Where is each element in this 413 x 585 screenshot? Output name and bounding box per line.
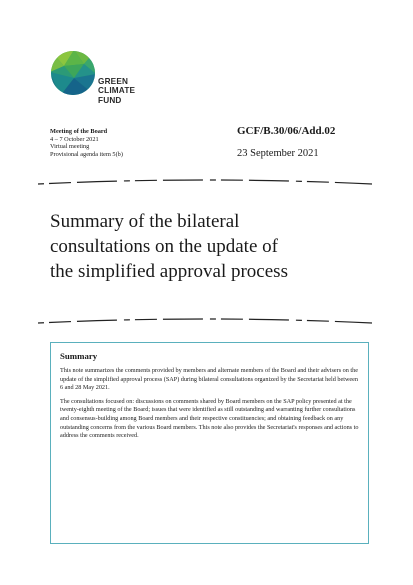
logo-line-climate: CLIMATE — [98, 86, 136, 96]
logo-wordmark — [98, 77, 135, 105]
title-line-2: consultations on the update of — [50, 236, 278, 257]
decorative-rule-top — [38, 178, 372, 186]
page-title — [50, 209, 370, 284]
logo-line-fund: FUND — [98, 95, 122, 105]
globe-icon — [50, 50, 96, 96]
meeting-info — [50, 128, 123, 158]
summary-box — [50, 342, 369, 544]
summary-paragraph-2: The consultations focused on: discussions on comments shared by Board members on the SAP policy presented at the twenty-eighth meeting of the Board; issues that were identified as still outstanding and warranting further consultations and consensus-building among Board members and their respective constituencies; and obtaining feedback on any outstanding concerns from the various Board members. This note also provides the Secretariat's responses and actions to address the comments received. — [60, 397, 359, 440]
meeting-mode: Virtual meeting — [50, 143, 90, 151]
meeting-agenda: Provisional agenda item 5(b) — [50, 150, 123, 158]
summary-paragraph-1: This note summarizes the comments provided by members and alternate members of the Board and their advisers on the update of the simplified approval process (SAP) during bilateral consultations organized by the Secretariat held between 6 and 28 May 2021. — [60, 367, 358, 392]
meeting-dates: 4 – 7 October 2021 — [50, 135, 99, 143]
gcf-logo — [50, 50, 150, 110]
decorative-rule-bottom — [38, 317, 372, 325]
title-line-3: the simplified approval process — [50, 261, 288, 282]
summary-heading: Summary — [60, 351, 98, 361]
meeting-title: Meeting of the Board — [50, 128, 108, 135]
logo-line-green: GREEN — [98, 77, 129, 86]
title-line-1: Summary of the bilateral — [50, 211, 240, 232]
document-date: 23 September 2021 — [237, 148, 319, 159]
document-reference: GCF/B.30/06/Add.02 — [237, 125, 336, 137]
